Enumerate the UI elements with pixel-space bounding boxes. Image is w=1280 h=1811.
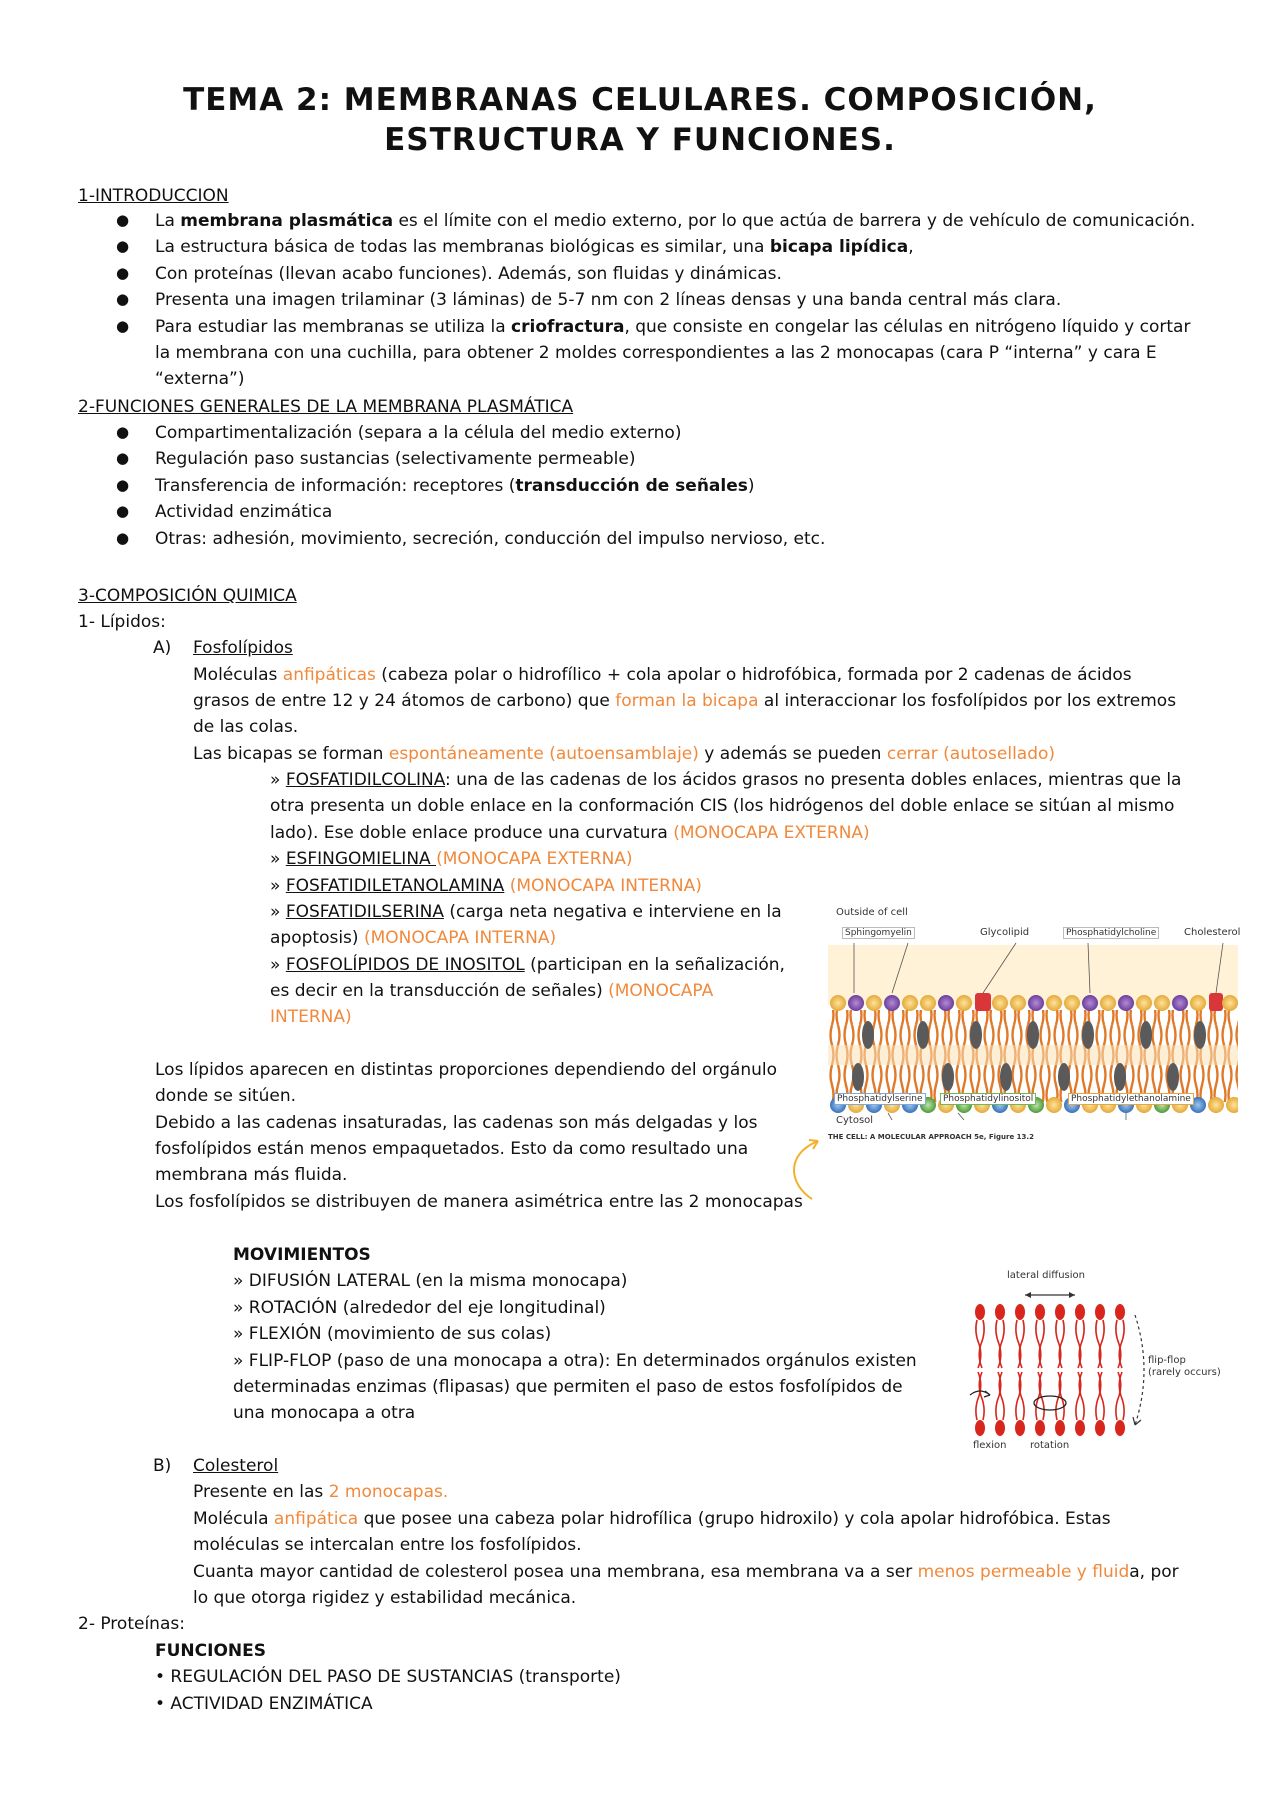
esfingomielina: » ESFINGOMIELINA (MONOCAPA EXTERNA) [270,849,633,869]
label-phosphatidylinositol: Phosphatidylinositol [940,1093,1036,1105]
curved-arrow-icon [770,1125,840,1205]
lipidos-p3-l5: membrana más fluida. [155,1165,348,1185]
bullet-icon: ● [116,423,130,441]
label-cytosol: Cytosol [836,1115,874,1126]
bullet-icon: ● [116,449,130,467]
fosfatidilcolina-l1: » FOSFATIDILCOLINA: una de las cadenas de los ácidos grasos no presenta dobles enlaces, mientras que la [270,770,1182,790]
fosfolipidos-title: Fosfolípidos [193,638,293,658]
bullet-icon: ● [116,211,130,229]
fosfolipidos-p1-l3: de las colas. [193,717,299,737]
label-phosphatidylserine: Phosphatidylserine [834,1093,926,1105]
section-heading-introduccion: 1-INTRODUCCION [78,186,229,206]
bullet-icon: ● [116,529,130,547]
colesterol-p3-l2: lo que otorga rigidez y estabilidad mecánica. [193,1588,577,1608]
intro-bullet-1: La membrana plasmática es el límite con el medio externo, por lo que actúa de barrera y de vehículo de comunicación. [155,211,1196,231]
lipidos-p3-l4: fosfolípidos están menos empaquetados. Esto da como resultado una [155,1139,749,1159]
mov-flipflop-l2: determinadas enzimas (flipasas) que permiten el paso de estos fosfolípidos de [233,1377,903,1397]
membrane-bilayer-figure [828,905,1241,1145]
label-rotation: rotation [1030,1440,1070,1451]
inositol-l3: INTERNA) [270,1007,352,1027]
label-flexion: flexion [973,1440,1007,1451]
inositol-l2: es decir en la transducción de señales) (MONOCAPA [270,981,714,1001]
funcion-2: • ACTIVIDAD ENZIMÁTICA [155,1694,373,1714]
fosfatidilcolina-l2: otra presenta un doble enlace en la conformación CIS (los hidrógenos del doble enlace se sitúan al mismo [270,796,1175,816]
bullet-icon: ● [116,502,130,520]
funcion-1: • REGULACIÓN DEL PASO DE SUSTANCIAS (transporte) [155,1667,621,1687]
fosfolipidos-p1-l2: grasos de entre 12 y 24 átomos de carbono) que forman la bicapa al interaccionar los fosfolípidos por los extremos [193,691,1177,711]
label-glycolipid: Glycolipid [980,927,1030,938]
section-heading-composicion: 3-COMPOSICIÓN QUIMICA [78,586,297,606]
lipid-movement-figure [965,1265,1221,1455]
bilayer-illustration [828,905,1241,1145]
func-bullet-3: Transferencia de información: receptores (transducción de señales) [155,476,755,496]
intro-bullet-2: La estructura básica de todas las membranas biológicas es similar, una bicapa lipídica, [155,237,914,257]
intro-bullet-4: Presenta una imagen trilaminar (3 láminas) de 5-7 nm con 2 líneas densas y una banda central más clara. [155,290,1062,310]
colesterol-p3-l1: Cuanta mayor cantidad de colesterol posea una membrana, esa membrana va a ser menos permeable y fluida, por [193,1562,1179,1582]
mov-difusion: » DIFUSIÓN LATERAL (en la misma monocapa) [233,1271,628,1291]
func-bullet-5: Otras: adhesión, movimiento, secreción, conducción del impulso nervioso, etc. [155,529,826,549]
mov-flexion: » FLEXIÓN (movimiento de sus colas) [233,1324,552,1344]
label-sphingomyelin: Sphingomyelin [842,927,915,939]
list-marker-a: A) [153,638,172,658]
section-heading-funciones: 2-FUNCIONES GENERALES DE LA MEMBRANA PLASMÁTICA [78,397,574,417]
label-rarely-occurs: (rarely occurs) [1148,1367,1221,1378]
func-bullet-4: Actividad enzimática [155,502,333,522]
top-heads [830,993,1238,1011]
bullet-icon: ● [116,237,130,255]
colesterol-p2-l2: moléculas se intercalan entre los fosfolípidos. [193,1535,582,1555]
bullet-icon: ● [116,290,130,308]
bullet-icon: ● [116,476,130,494]
fosfolipidos-p1-l1: Moléculas anfipáticas (cabeza polar o hidrofílico + cola apolar o hidrofóbica, formada por 2 cadenas de ácidos [193,665,1132,685]
bullet-icon: ● [116,317,130,335]
mov-flipflop-l1: » FLIP-FLOP (paso de una monocapa a otra): En determinados orgánulos existen [233,1351,917,1371]
intro-bullet-3: Con proteínas (llevan acabo funciones). Además, son fluidas y dinámicas. [155,264,782,284]
page-title: TEMA 2: MEMBRANAS CELULARES. COMPOSICIÓN, ESTRUCTURA Y FUNCIONES. [183,82,1097,158]
lipidos-p3-l3: Debido a las cadenas insaturadas, las cadenas son más delgadas y los [155,1113,758,1133]
label-phosphatidylcholine: Phosphatidylcholine [1063,927,1159,939]
lipidos-p3-l2: donde se sitúen. [155,1086,296,1106]
mov-flipflop-l3: una monocapa a otra [233,1403,416,1423]
figure-caption: THE CELL: A MOLECULAR APPROACH 5e, Figure 13.2 [828,1133,1034,1141]
label-lateral-diffusion: lateral diffusion [1007,1270,1085,1281]
fosfolipidos-p2: Las bicapas se forman espontáneamente (autoensamblaje) y además se pueden cerrar (autosellado) [193,744,1056,764]
label-cholesterol: Cholesterol [1184,927,1241,938]
colesterol-title: Colesterol [193,1456,279,1476]
funciones-title: FUNCIONES [155,1641,266,1661]
intro-bullet-5-cont2: “externa”) [155,369,245,389]
lipidos-p3-l1: Los lípidos aparecen en distintas proporciones dependiendo del orgánulo [155,1060,777,1080]
func-bullet-1: Compartimentalización (separa a la célula del medio externo) [155,423,682,443]
fosfatidilserina-l1: » FOSFATIDILSERINA (carga neta negativa e interviene en la [270,902,782,922]
label-phosphatidylethanolamine: Phosphatidylethanolamine [1068,1093,1194,1105]
func-bullet-2: Regulación paso sustancias (selectivamente permeable) [155,449,636,469]
lipidos-label: 1- Lípidos: [78,612,166,632]
mov-rotacion: » ROTACIÓN (alrededor del eje longitudinal) [233,1298,606,1318]
inositol-l1: » FOSFOLÍPIDOS DE INOSITOL (participan en la señalización, [270,955,785,975]
lipidos-p3-l6: Los fosfolípidos se distribuyen de manera asimétrica entre las 2 monocapas [155,1192,803,1212]
label-outside-of-cell: Outside of cell [836,907,908,918]
fosfatidiletanolamina: » FOSFATIDILETANOLAMINA (MONOCAPA INTERNA) [270,876,702,896]
intro-bullet-5-cont: la membrana con una cuchilla, para obtener 2 moldes correspondientes a las 2 monocapas (cara P “interna” y cara E [155,343,1157,363]
movimientos-title: MOVIMIENTOS [233,1245,371,1265]
colesterol-p1: Presente en las 2 monocapas. [193,1482,449,1502]
label-flip-flop: flip-flop [1148,1355,1186,1366]
intro-bullet-5: Para estudiar las membranas se utiliza la criofractura, que consiste en congelar las células en nitrógeno líquido y cortar [155,317,1191,337]
fosfatidilserina-l2: apoptosis) (MONOCAPA INTERNA) [270,928,557,948]
colesterol-p2-l1: Molécula anfipática que posee una cabeza polar hidrofílica (grupo hidroxilo) y cola apolar hidrofóbica. Estas [193,1509,1111,1529]
fosfatidilcolina-l3: lado). Ese doble enlace produce una curvatura (MONOCAPA EXTERNA) [270,823,870,843]
bullet-icon: ● [116,264,130,282]
proteinas-label: 2- Proteínas: [78,1614,185,1634]
list-marker-b: B) [153,1456,172,1476]
